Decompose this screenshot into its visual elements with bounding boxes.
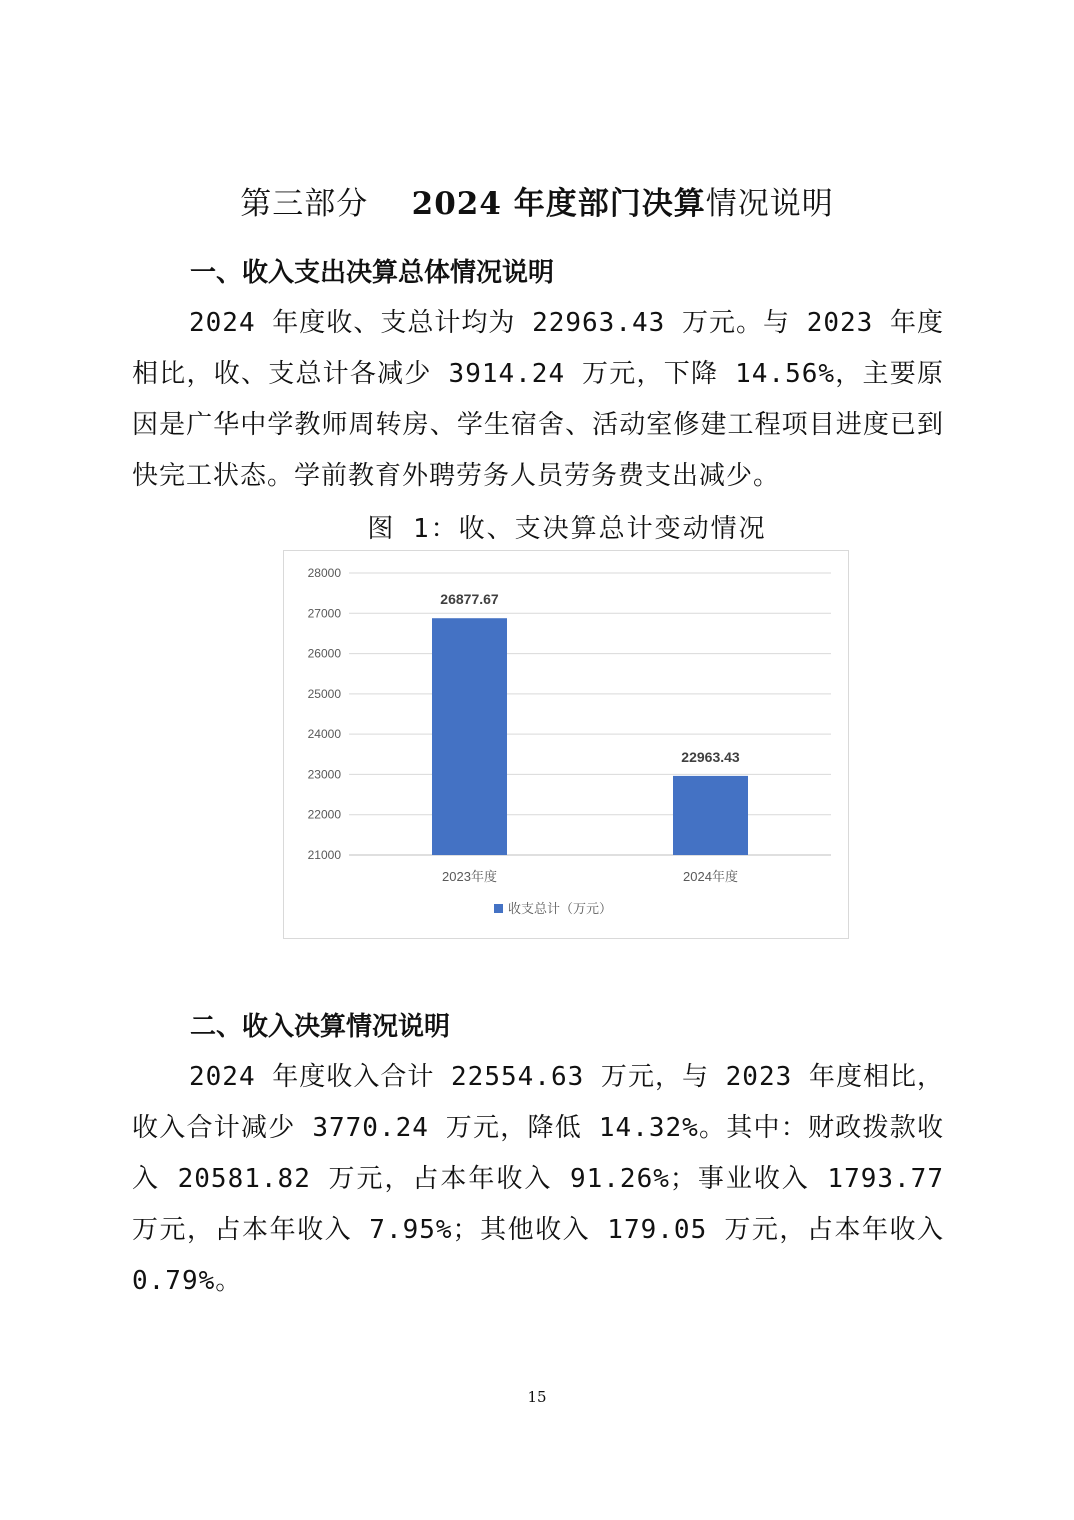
figure1-chart [283, 550, 849, 939]
bar [432, 618, 507, 855]
section1-heading: 一、收入支出决算总体情况说明 [190, 258, 555, 288]
y-tick-label: 24000 [307, 727, 341, 742]
y-tick-label: 23000 [307, 767, 341, 782]
y-tick-label: 21000 [307, 848, 341, 862]
figure1-caption: 图 1：收、支决算总计变动情况 [367, 514, 767, 544]
y-tick-label: 28000 [307, 566, 341, 580]
section2-heading: 二、收入决算情况说明 [190, 1012, 451, 1042]
page-number: 15 [527, 1388, 547, 1406]
y-tick-label: 27000 [307, 606, 341, 621]
title-main: 2024 年度部门决算 [411, 186, 706, 222]
page-title [0, 178, 1074, 223]
data-label: 26877.67 [440, 591, 499, 608]
title-suffix: 情况说明 [705, 186, 834, 222]
x-tick-label: 2023年度 [442, 869, 497, 884]
y-tick-label: 25000 [307, 686, 341, 701]
section1-paragraph: 2024 年度收、支总计均为 22963.43 万元。与 2023 年度相比，收、支总计各减少 3914.24 万元，下降 14.56%，主要原因是广华中学教师周转房、学生宿舍、活动室修建工程项目进度已到快完工状态。学前教育外聘劳务人员劳务费支出减少。 [132, 308, 944, 491]
bar-chart [284, 551, 848, 938]
y-tick-label: 26000 [307, 646, 341, 661]
legend-label: 收支总计（万元） [508, 901, 613, 916]
legend-swatch [494, 904, 503, 913]
data-label: 22963.43 [681, 748, 740, 765]
section2-paragraph: 2024 年度收入合计 22554.63 万元，与 2023 年度相比，收入合计减少 3770.24 万元，降低 14.32%。其中：财政拨款收入 20581.82 万元，占本年收入 91.26%；事业收入 1793.77 万元，占本年收入 7.95%；其他收入 179.05 万元，占本年收入 0.79%。 [132, 1062, 944, 1296]
title-part: 第三部分 [240, 186, 369, 222]
x-tick-label: 2024年度 [683, 869, 738, 884]
y-tick-label: 22000 [307, 807, 341, 822]
bar [673, 776, 748, 855]
